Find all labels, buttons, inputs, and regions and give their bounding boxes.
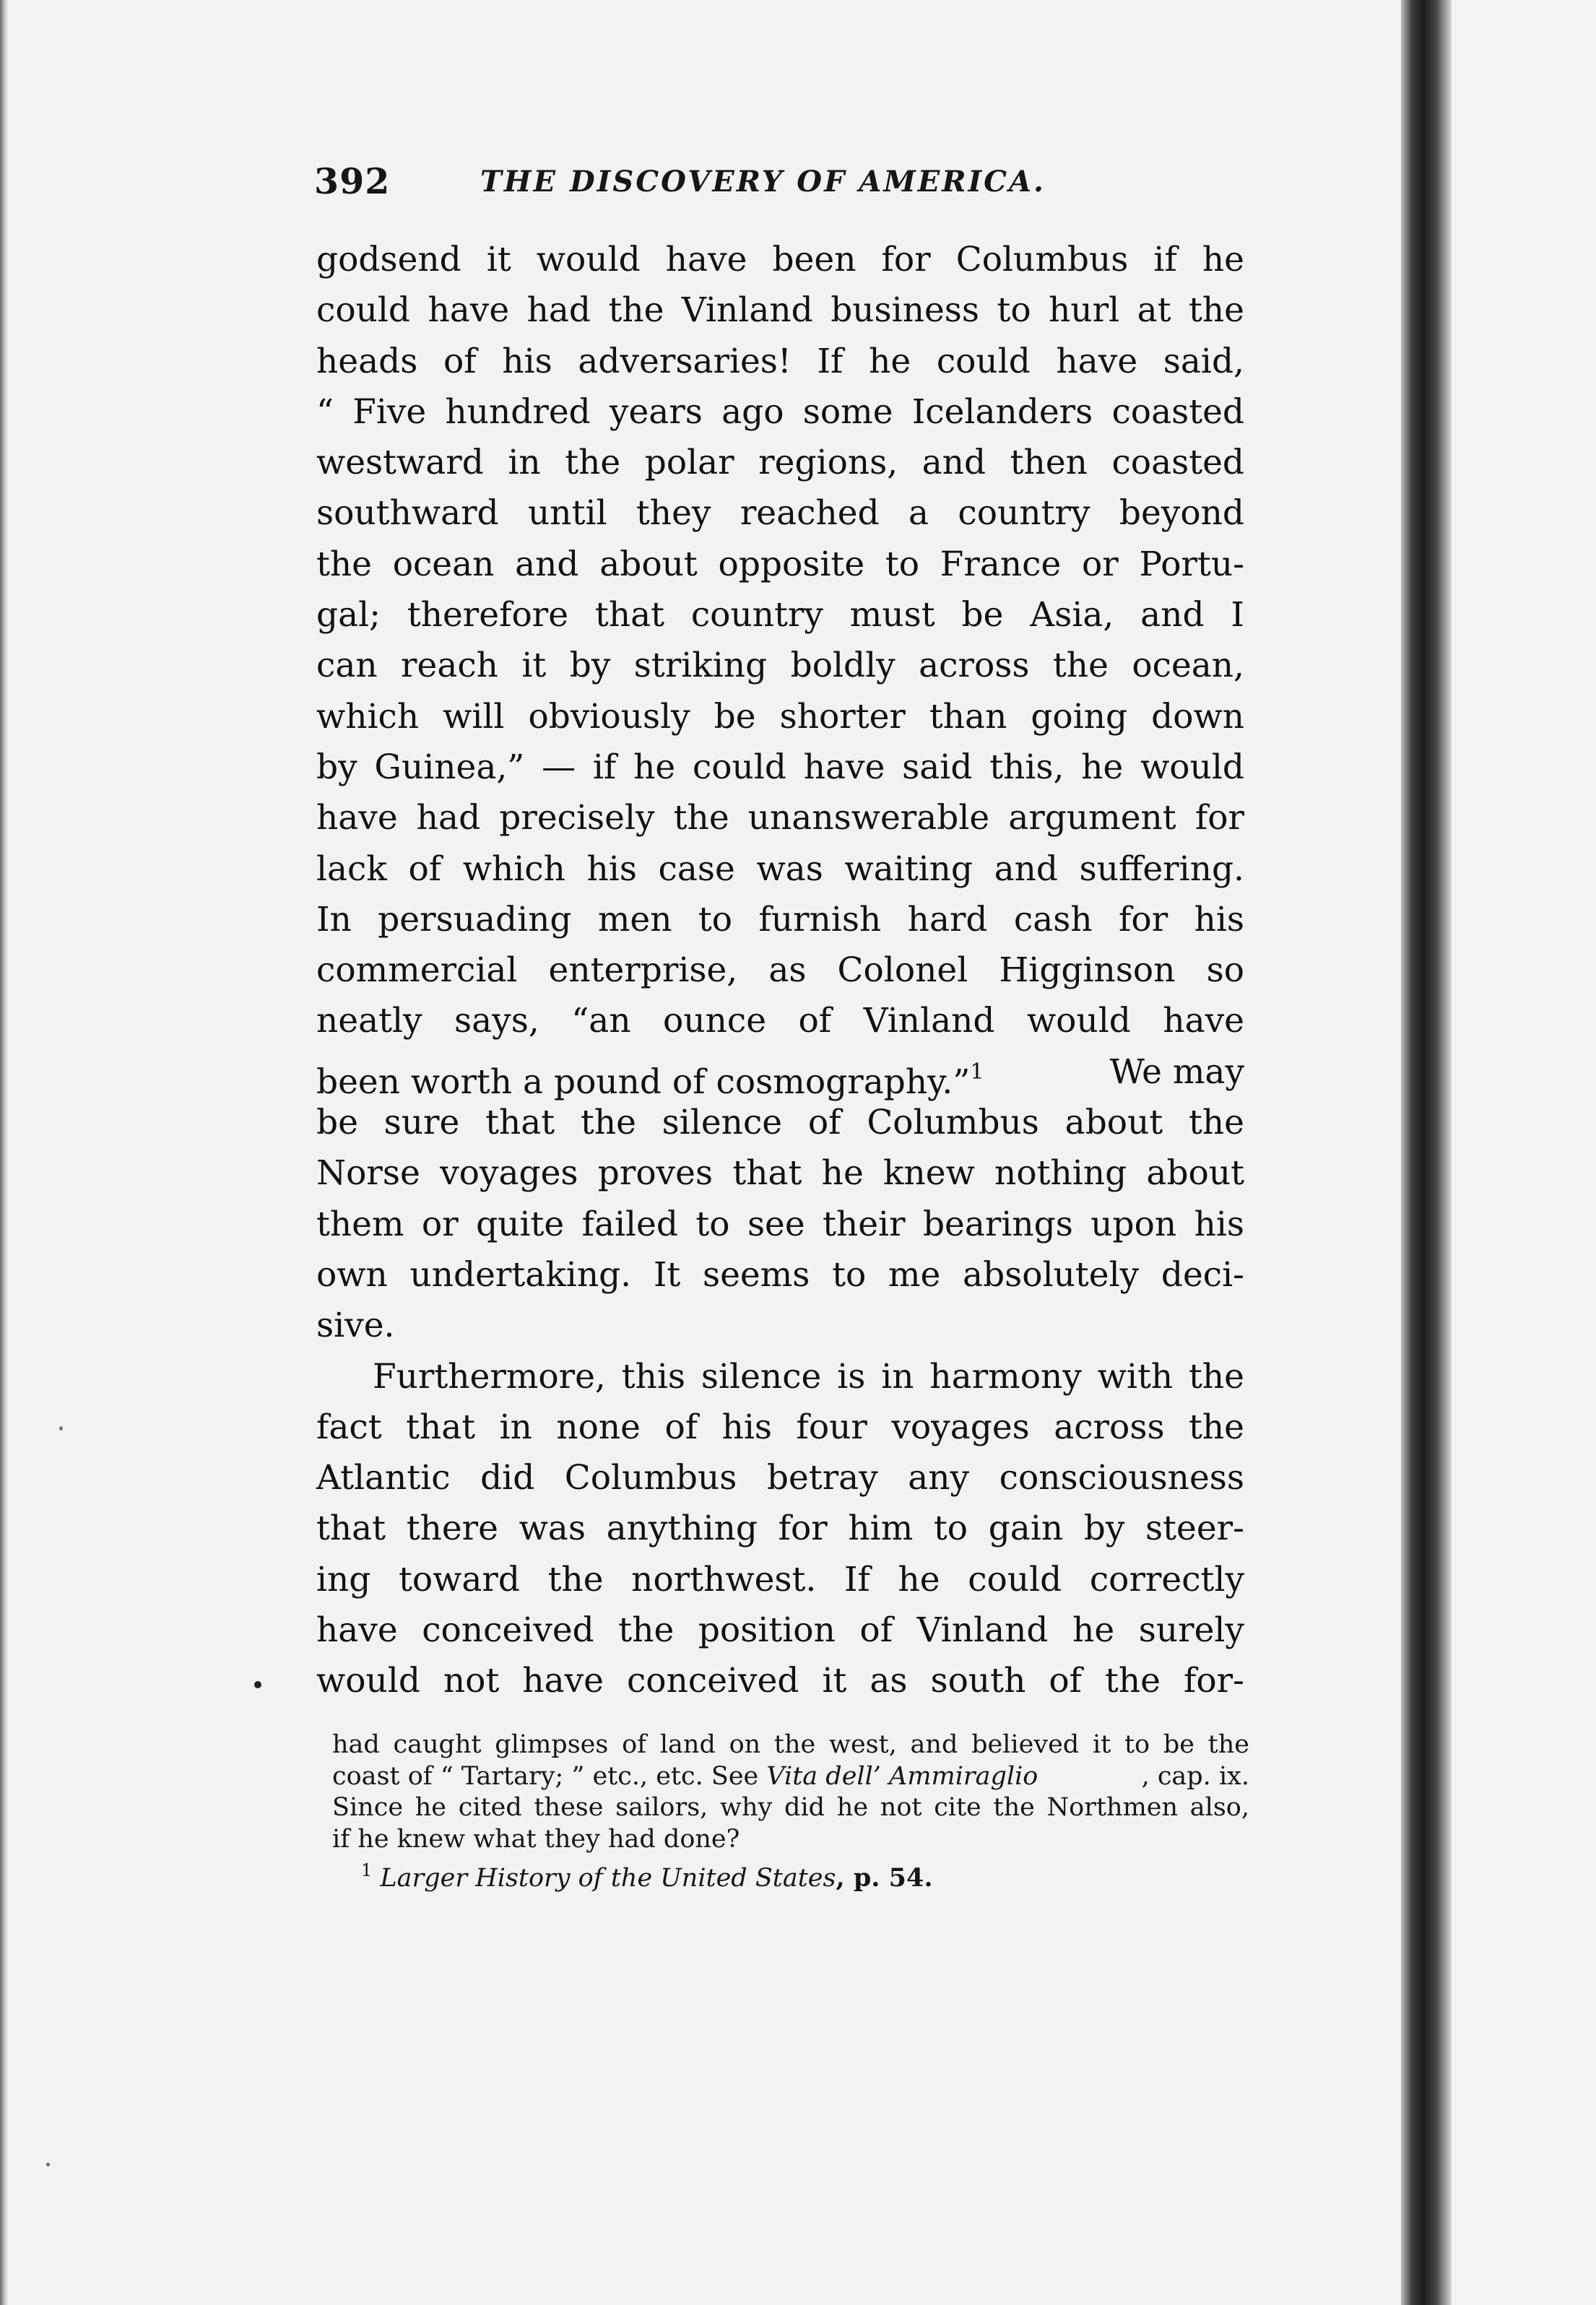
- footnote-segment: coast of “ Tartary; ” etc., etc. See: [332, 1761, 767, 1791]
- text-line-with-footnote: [316, 1047, 1244, 1102]
- text-line: “ Five hundred years ago some Icelanders coasted: [316, 391, 1244, 432]
- text-line: gal; therefore that country must be Asia, and I: [316, 595, 1244, 635]
- text-line: heads of his adversaries! If he could have said,: [316, 341, 1244, 381]
- text-line: would not have conceived it as south of the for-: [316, 1661, 1244, 1701]
- ink-speck: [59, 1426, 63, 1431]
- footnote-segment: , p. 54.: [836, 1863, 933, 1893]
- footnotes: [332, 1729, 1249, 1893]
- text-line: westward in the polar regions, and then coasted: [316, 443, 1244, 483]
- text-line: sive.: [316, 1306, 395, 1346]
- footnote-reference: 1: [970, 1059, 984, 1085]
- text-line: fact that in none of his four voyages across the: [316, 1407, 1244, 1447]
- text-segment: We may: [1109, 1051, 1244, 1092]
- page-left-edge: [0, 0, 9, 2305]
- book-spine-shadow: [1401, 0, 1452, 2305]
- running-header: [314, 160, 1253, 211]
- text-line: commercial enterprise, as Colonel Higginson so: [316, 950, 1244, 991]
- text-line: them or quite failed to see their bearings upon his: [316, 1204, 1244, 1244]
- footnote-line: [332, 1761, 1249, 1793]
- text-line: Atlantic did Columbus betray any consciousness: [316, 1458, 1244, 1498]
- text-line: be sure that the silence of Columbus about the: [316, 1103, 1244, 1143]
- text-line: that there was anything for him to gain by steer-: [316, 1509, 1244, 1549]
- text-line: Norse voyages proves that he knew nothing about: [316, 1153, 1244, 1194]
- text-line: lack of which his case was waiting and suffering.: [316, 848, 1244, 889]
- text-line: own undertaking. It seems to me absolutely deci-: [316, 1254, 1244, 1295]
- text-line: could have had the Vinland business to hurl at the: [316, 290, 1244, 331]
- text-line: by Guinea,” — if he could have said this, he would: [316, 747, 1244, 787]
- text-line: Furthermore, this silence is in harmony with the: [373, 1356, 1244, 1397]
- ink-speck: [46, 2163, 50, 2166]
- footnote-line: if he knew what they had done?: [332, 1824, 740, 1854]
- footnote-segment: , cap. ix.: [1141, 1761, 1249, 1791]
- page-number: 392: [314, 160, 391, 202]
- ink-speck: [254, 1681, 261, 1688]
- footnote-citation-title: Larger History of the United States: [380, 1864, 836, 1893]
- text-line: have had precisely the unanswerable argument for: [316, 798, 1244, 838]
- text-line: can reach it by striking boldly across the ocean,: [316, 646, 1244, 686]
- body-text: [316, 235, 1244, 1707]
- text-line: which will obviously be shorter than going down: [316, 696, 1244, 737]
- footnote-line: had caught glimpses of land on the west, and believed it to be the: [332, 1730, 1249, 1759]
- text-line: southward until they reached a country beyond: [316, 493, 1244, 534]
- text-line: godsend it would have been for Columbus if he: [316, 240, 1244, 279]
- facing-page-edge: [1452, 0, 1596, 2305]
- text-line: have conceived the position of Vinland he surely: [316, 1610, 1244, 1651]
- text-line: neatly says, “an ounce of Vinland would have: [316, 1001, 1244, 1041]
- text-line: ing toward the northwest. If he could correctly: [316, 1559, 1244, 1599]
- footnote-citation-title: Vita dell’ Ammiraglio: [766, 1761, 1038, 1791]
- footnote-number: 1: [361, 1860, 373, 1880]
- text-line: the ocean and about opposite to France or Portu-: [316, 544, 1244, 584]
- footnote-line: Since he cited these sailors, why did he not cite the Northmen also,: [332, 1793, 1249, 1822]
- footnote-1: [332, 1855, 1249, 1893]
- text-line: In persuading men to furnish hard cash for his: [316, 899, 1244, 939]
- text-segment: been worth a pound of cosmography.”: [316, 1062, 971, 1102]
- running-title: THE DISCOVERY OF AMERICA.: [480, 165, 1046, 199]
